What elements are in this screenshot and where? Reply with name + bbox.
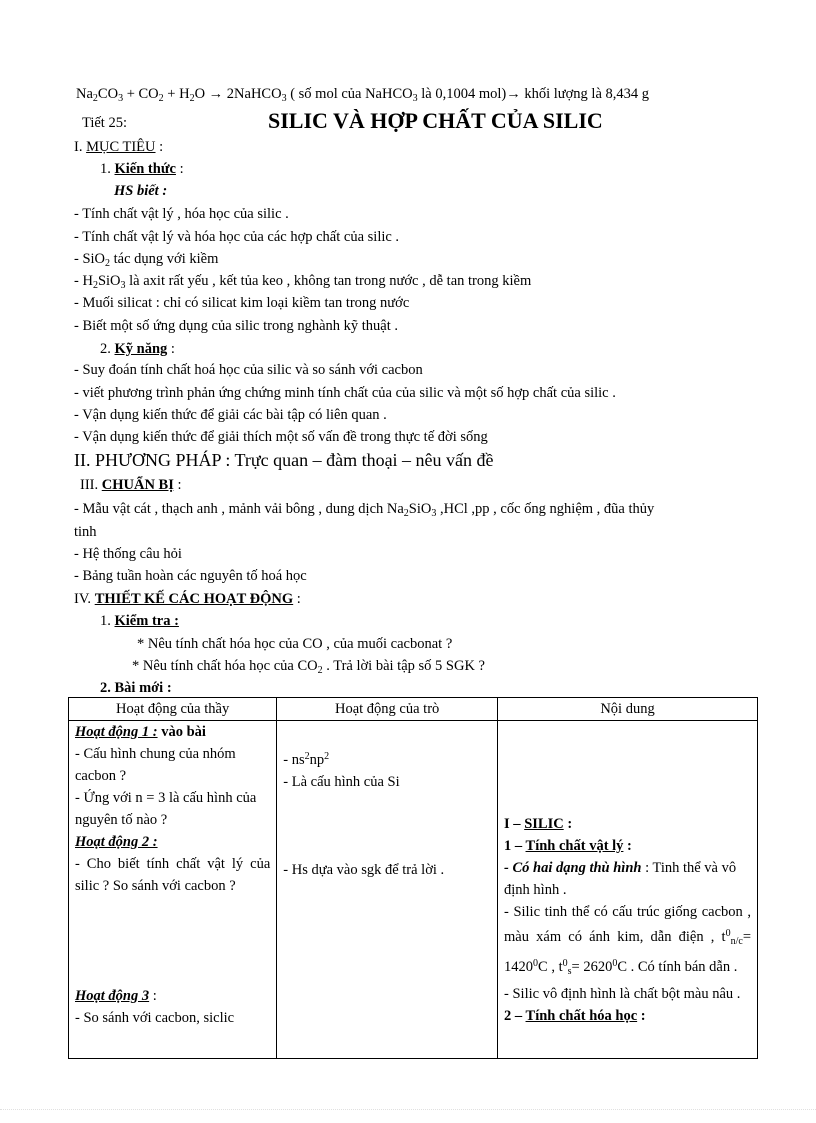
- activity-table: [68, 697, 758, 1059]
- hs-biet-label: HS biết :: [114, 183, 168, 199]
- section-2-heading: II. PHƯƠNG PHÁP : Trực quan – đàm thoại – nêu vấn đề: [74, 450, 494, 470]
- section-3-heading: III. CHUẨN BỊ :: [80, 477, 182, 493]
- teacher-question: - Ứng với n = 3 là cấu hình của nguyên tố nào ?: [75, 790, 257, 828]
- teacher-activity-cell: [69, 721, 277, 1059]
- table-header-cell: Hoạt động của trò: [277, 698, 498, 721]
- content-heading-silic: I – SILIC :: [504, 816, 573, 832]
- student-answer: - Hs dựa vào sgk để trả lời .: [283, 862, 445, 878]
- student-answer: - Là cấu hình của Si: [283, 774, 400, 790]
- top-equation: $Na_2CO_3 + CO_2 + H_2O$ → 2NaHCO$_3$ ( số mol của NaHCO$_3$ là 0,1004 mol)→ khối lượng là 8,434 g: [76, 86, 650, 104]
- skill-item: - Vận dụng kiến thức để giải các bài tập có liên quan .: [74, 407, 387, 423]
- activity-2-heading: Hoạt động 2 :: [75, 834, 158, 850]
- skill-item: - viết phương trình phản ứng chứng minh tính chất của của silic và một số hợp chất của silic .: [74, 385, 616, 401]
- content-heading-chemical: 2 – Tính chất hóa học :: [504, 1008, 646, 1024]
- knowledge-item: - $H_2SiO_3$ là axit rất yếu , kết tủa keo , không tan trong nước , dễ tan trong kiềm: [74, 273, 532, 291]
- content-heading-physical: 1 – Tính chất vật lý :: [504, 838, 632, 854]
- section-1-1-heading: 1. Kiến thức :: [100, 161, 184, 177]
- student-activity-cell: [277, 721, 498, 1059]
- table-header-cell: Hoạt động của thầy: [69, 698, 277, 721]
- content-paragraph: - Silic vô định hình là chất bột màu nâu .: [504, 986, 741, 1002]
- content-paragraph: - Silic tinh thể có cấu trúc giống cacbon , màu xám có ánh kim, dẫn điện , $t^0_{n/c}= 1420^0C$ , $t^0_s= 2620^0C$ . Có tính bán dẫn .: [504, 904, 751, 977]
- section-1-2-heading: 2. Kỹ năng :: [100, 341, 175, 357]
- prep-item: - Mẫu vật cát , thạch anh , mảnh vải bông , dung dịch $Na_2SiO_3$ ,HCl ,pp , cốc ống nghiệm , đũa thủy: [74, 501, 655, 519]
- prep-item: - Bảng tuần hoàn các nguyên tố hoá học: [74, 568, 307, 584]
- prep-item-cont: tinh: [74, 524, 97, 540]
- teacher-question: - So sánh với cacbon, siclic: [75, 1010, 235, 1026]
- section-4-2-heading: 2. Bài mới :: [100, 680, 172, 696]
- section-4-heading: IV. THIẾT KẾ CÁC HOẠT ĐỘNG :: [74, 591, 301, 607]
- prep-item: - Hệ thống câu hỏi: [74, 546, 182, 562]
- table-header-row: [69, 698, 758, 721]
- knowledge-item: - Tính chất vật lý , hóa học của silic .: [74, 206, 289, 222]
- activity-1-heading: Hoạt động 1 : vào bài: [75, 724, 206, 740]
- section-1-heading: I. MỤC TIÊU :: [74, 139, 164, 155]
- page-bottom-divider: [0, 1109, 816, 1110]
- knowledge-item: - SiO$_2$ tác dụng với kiềm: [74, 251, 219, 269]
- check-question: * Nêu tính chất hóa học của CO , của muối cacbonat ?: [137, 636, 453, 652]
- section-4-1-heading: 1. Kiểm tra :: [100, 613, 179, 629]
- table-row: [69, 721, 758, 1059]
- content-paragraph: - Có hai dạng thù hình : Tinh thể và vô định hình .: [504, 860, 737, 898]
- table-header-cell: Nội dung: [498, 698, 758, 721]
- skill-item: - Vận dụng kiến thức để giải thích một số vấn đề trong thực tế đời sống: [74, 429, 488, 445]
- content-cell: [498, 721, 758, 1059]
- knowledge-item: - Biết một số ứng dụng của silic trong nghành kỹ thuật .: [74, 318, 398, 334]
- teacher-question: - Cho biết tính chất vật lý của silic ? So sánh với cacbon ?: [75, 856, 271, 894]
- student-answer: - $ns^2np^2$: [283, 751, 330, 768]
- check-question: * Nêu tính chất hóa học của $CO_2$ . Trả lời bài tập số 5 SGK ?: [132, 658, 485, 676]
- knowledge-item: - Tính chất vật lý và hóa học của các hợp chất của silic .: [74, 229, 400, 245]
- lesson-label: Tiết 25:: [82, 115, 127, 131]
- skill-item: - Suy đoán tính chất hoá học của silic và so sánh với cacbon: [74, 362, 423, 378]
- teacher-question: - Cấu hình chung của nhóm cacbon ?: [75, 746, 236, 784]
- activity-3-heading: Hoạt động 3 :: [75, 988, 157, 1004]
- page-title: SILIC VÀ HỢP CHẤT CỦA SILIC: [268, 108, 603, 133]
- knowledge-item: - Muối silicat : chỉ có silicat kim loại kiềm tan trong nước: [74, 295, 410, 311]
